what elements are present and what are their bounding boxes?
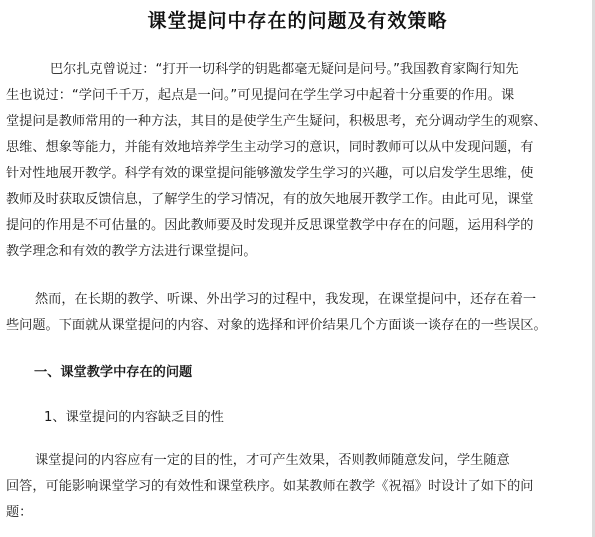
section-heading: 一、课堂教学中存在的问题 [34,365,193,380]
paragraph-line: 提问的作用是不可估量的。因此教师要及时发现并反思课堂教学中存在的问题，运用科学的 [6,218,534,233]
paragraph-line: 然而，在长期的教学、听课、外出学习的过程中，我发现，在课堂提问中，还存在着一 [35,292,537,307]
paragraph-line: 些问题。下面就从课堂提问的内容、对象的选择和评价结果几个方面谈一谈存在的一些误区。 [6,318,547,333]
paragraph-line: 针对性地展开教学。科学有效的课堂提问能够激发学生学习的兴趣，可以启发学生思维，使 [6,166,534,181]
paragraph-line: 堂提问是教师常用的一种方法，其目的是使学生产生疑问，积极思考，充分调动学生的观察、 [6,114,547,129]
paragraph-line: 教师及时获取反馈信息，了解学生的学习情况，有的放矢地展开教学工作。由此可见，课堂 [6,192,534,207]
paragraph-line: 生也说过：“学问千千万，起点是一问。”可见提问在学生学习中起着十分重要的作用。课 [6,88,515,103]
paragraph-intro [6,57,572,265]
paragraph-purpose [6,448,572,526]
paragraph-line: 题： [6,505,33,520]
paragraph-line: 回答，可能影响课堂学习的有效性和课堂秩序。如某教师在教学《祝福》时设计了如下的问 [6,479,534,494]
paragraph-line: 课堂提问的内容应有一定的目的性，才可产生效果，否则教师随意发问，学生随意 [35,453,510,468]
paragraph-line: 思维、想象等能力，并能有效地培养学生主动学习的意识，同时教师可以从中发现问题，有 [6,140,534,155]
document-title: 课堂提问中存在的问题及有效策略 [147,10,448,32]
subsection-heading: 1、课堂提问的内容缺乏目的性 [44,410,224,425]
paragraph-line: 教学理念和有效的教学方法进行课堂提问。 [6,244,257,259]
paragraph-problems [6,287,572,339]
paragraph-line: 巴尔扎克曾说过：“打开一切科学的钥匙都毫无疑问是问号。”我国教育家陶行知先 [50,62,519,77]
